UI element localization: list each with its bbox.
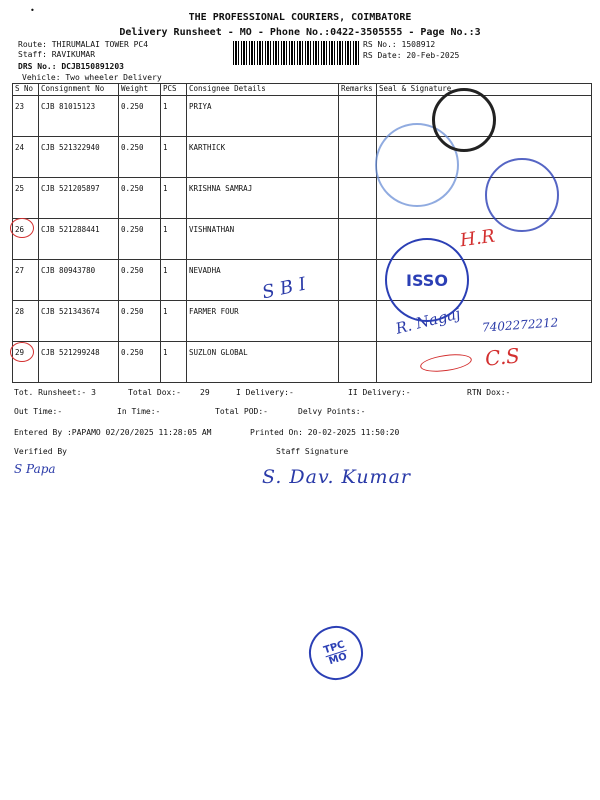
iso-stamp-text: ISSO: [406, 270, 448, 290]
staff-handwritten-signature: S. Dav. Kumar: [262, 466, 411, 488]
receiver-signature: R. Nagaj: [393, 304, 463, 338]
total-dox-value: 29: [200, 388, 210, 397]
row-remarks: [339, 96, 377, 137]
row-consignment: CJB 521288441: [39, 219, 119, 260]
row-remarks: [339, 301, 377, 342]
row-pcs: 1: [161, 301, 187, 342]
row-consignment: CJB 521322940: [39, 137, 119, 178]
row-consignment: CJB 521299248: [39, 342, 119, 383]
row-pcs: 1: [161, 96, 187, 137]
row-consignee: FARMER FOUR: [187, 301, 339, 342]
row-remarks: [339, 260, 377, 301]
receiver-phone: 7402272212: [481, 315, 559, 335]
i-delivery: I Delivery:-: [236, 388, 294, 397]
table-header-row: [13, 84, 592, 96]
row-29-circle: [10, 342, 34, 362]
printed-on: Printed On: 20-02-2025 11:50:20: [250, 428, 400, 437]
company-name: THE PROFESSIONAL COURIERS, COIMBATORE: [188, 12, 412, 23]
row-sno: 23: [13, 96, 39, 137]
rs-number: RS No.: 1508912: [363, 40, 436, 49]
row-consignee: SUZLON GLOBAL: [187, 342, 339, 383]
cs-signature: C.S: [483, 343, 521, 371]
row-consignee: PRIYA: [187, 96, 339, 137]
row-weight: 0.250: [119, 219, 161, 260]
row-sno: 28: [13, 301, 39, 342]
rs-date: RS Date: 20-Feb-2025: [363, 51, 460, 60]
row-pcs: 1: [161, 342, 187, 383]
row-consignment: CJB 80943780: [39, 260, 119, 301]
corner-mark: •: [30, 6, 35, 15]
col-weight: Weight: [119, 84, 161, 96]
row-weight: 0.250: [119, 96, 161, 137]
col-consignee: Consignee Details: [187, 84, 339, 96]
iso-stamp: [385, 238, 469, 322]
rtn-dox: RTN Dox:-: [467, 388, 511, 397]
tpc-mo-stamp: [302, 619, 370, 687]
tpc-stamp-bottom: MO: [327, 650, 349, 667]
table-row: [13, 96, 592, 137]
bank-seal-stamp: [432, 88, 496, 152]
col-remarks: Remarks: [339, 84, 377, 96]
staff-signature-label: Staff Signature: [276, 447, 349, 456]
runsheet-table: [12, 83, 592, 383]
verified-signature: S Papa: [14, 462, 56, 476]
drs-number: DRS No.: DCJB150891203: [18, 62, 124, 71]
row-remarks: [339, 178, 377, 219]
row-weight: 0.250: [119, 137, 161, 178]
row-consignee: VISHNATHAN: [187, 219, 339, 260]
total-dox-label: Total Dox:-: [128, 388, 181, 397]
row-remarks: [339, 342, 377, 383]
row-sno: 24: [13, 137, 39, 178]
row-weight: 0.250: [119, 342, 161, 383]
col-sno: S No: [13, 84, 39, 96]
row-sno: 26: [13, 219, 39, 260]
col-consignment: Consignment No: [39, 84, 119, 96]
row-weight: 0.250: [119, 178, 161, 219]
barcode: [233, 41, 361, 65]
row-pcs: 1: [161, 137, 187, 178]
entered-by: Entered By :PAPAMO 02/20/2025 11:28:05 AM: [14, 428, 212, 437]
row-consignment: CJB 521205897: [39, 178, 119, 219]
col-seal: Seal & Signature: [377, 84, 592, 96]
runsheet-title: Delivery Runsheet - MO - Phone No.:0422-3505555 - Page No.:3: [119, 27, 481, 38]
row-consignee: NEVADHA: [187, 260, 339, 301]
row-remarks: [339, 219, 377, 260]
ii-delivery: II Delivery:-: [348, 388, 411, 397]
row-pcs: 1: [161, 260, 187, 301]
verified-by: Verified By: [14, 447, 67, 456]
row-pcs: 1: [161, 219, 187, 260]
sbi-signature: S B I: [260, 273, 308, 304]
row-26-circle: [10, 218, 34, 238]
row-consignee: KRISHNA SAMRAJ: [187, 178, 339, 219]
route: Route: THIRUMALAI TOWER PC4: [18, 40, 149, 49]
staff: Staff: RAVIKUMAR: [18, 50, 96, 59]
tpc-stamp-top: TPC: [322, 638, 347, 656]
row-consignee: KARTHICK: [187, 137, 339, 178]
row-weight: 0.250: [119, 260, 161, 301]
total-pod: Total POD:-: [215, 407, 268, 416]
vehicle: Vehicle: Two wheeler Delivery: [22, 73, 162, 82]
circular-seal-stamp: [485, 158, 559, 232]
out-time: Out Time:-: [14, 407, 63, 416]
row-sno: 29: [13, 342, 39, 383]
hr-signature: H.R: [458, 225, 497, 252]
row-sno: 25: [13, 178, 39, 219]
row-pcs: 1: [161, 178, 187, 219]
row-weight: 0.250: [119, 301, 161, 342]
col-pcs: PCS: [161, 84, 187, 96]
row-sno: 27: [13, 260, 39, 301]
row-remarks: [339, 137, 377, 178]
row-consignment: CJB 521343674: [39, 301, 119, 342]
in-time: In Time:-: [117, 407, 161, 416]
delvy-points: Delvy Points:-: [298, 407, 366, 416]
tot-runsheet: Tot. Runsheet:- 3: [14, 388, 96, 397]
row-consignment: CJB 81015123: [39, 96, 119, 137]
